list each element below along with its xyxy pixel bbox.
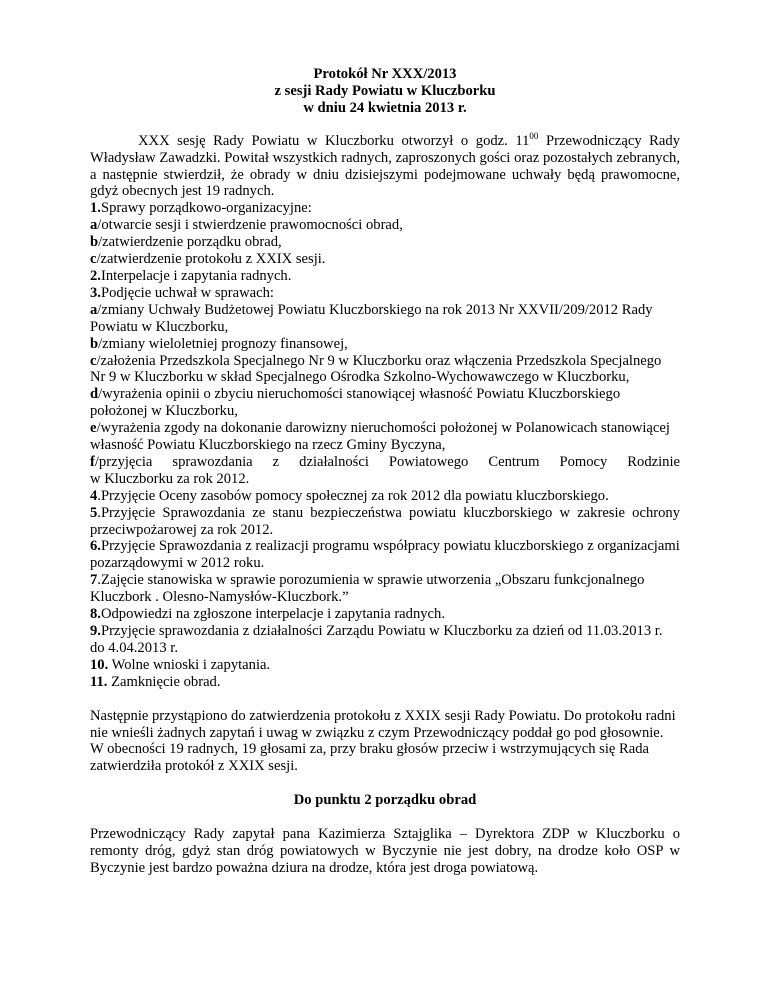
agenda-item-number: 4 <box>90 487 98 504</box>
agenda-item <box>90 657 680 674</box>
agenda-item <box>90 234 680 251</box>
agenda-item-text: Wolne wnioski i zapytania. <box>108 656 271 673</box>
agenda-item <box>90 353 680 387</box>
agenda-item-text: /zmiany wieloletniej prognozy finansowej, <box>98 335 348 352</box>
agenda-item-letter: f <box>90 453 95 470</box>
document-title <box>90 66 680 117</box>
section-heading: Do punktu 2 porządku obrad <box>293 792 477 809</box>
agenda-item <box>90 285 680 302</box>
agenda-item-text: Przyjęcie sprawozdania z działalności Zarządu Powiatu w Kluczborku za dzień od 11.03.2013 r. do 4.04.2013 r. <box>90 623 663 656</box>
agenda-item-number: 5 <box>90 504 98 521</box>
agenda-item-number: 1. <box>90 200 101 217</box>
agenda-item <box>90 606 680 623</box>
agenda-item-text: .Przyjęcie Sprawozdania ze stanu bezpieczeństwa powiatu kluczborskiego w zakresie ochrony przeciwpożarowej za rok 2012. <box>90 504 680 538</box>
intro-paragraph <box>90 130 680 201</box>
agenda-item <box>90 386 680 420</box>
agenda-item-letter: c <box>90 251 97 268</box>
intro-text-start: XXX sesję Rady Powiatu w Kluczborku otworzył o godz. 11 <box>138 132 530 149</box>
agenda-list <box>90 200 680 690</box>
agenda-item-letter: b <box>90 234 99 251</box>
title-line-session: z sesji Rady Powiatu w Kluczborku <box>274 82 496 99</box>
agenda-item-letter: a <box>90 217 98 234</box>
intro-time-superscript: 00 <box>529 130 539 141</box>
agenda-item-text: Sprawy porządkowo-organizacyjne: <box>100 200 312 217</box>
agenda-item <box>90 302 680 336</box>
agenda-item <box>90 538 680 572</box>
agenda-item-text: /zatwierdzenie protokołu z XXIX sesji. <box>96 251 326 268</box>
agenda-item <box>90 674 680 691</box>
agenda-item-text: .Przyjęcie Oceny zasobów pomocy społecznej za rok 2012 dla powiatu kluczborskiego. <box>97 487 609 504</box>
agenda-item-text: /wyrażenia zgody na dokonanie darowizny nieruchomości położonej w Polanowicach stanowiącej własność Powiatu Kluczborskiego na rzecz Gminy Byczyna, <box>90 420 670 454</box>
agenda-item <box>90 488 680 505</box>
agenda-item-text: /zmiany Uchwały Budżetowej Powiatu Kluczborskiego na rok 2013 Nr XXVII/209/2012 Rady Powiatu w Kluczborku, <box>90 301 653 335</box>
agenda-item-text: /otwarcie sesji i stwierdzenie prawomocności obrad, <box>97 217 403 234</box>
agenda-item-text: /przyjęcia sprawozdania z działalności Powiatowego Centrum Pomocy Rodzinie <box>94 453 680 470</box>
title-line-protocol-number: Protokół Nr XXX/2013 <box>313 66 457 82</box>
agenda-item-number: 2. <box>90 267 101 284</box>
agenda-item <box>90 268 680 285</box>
agenda-item-letter: a <box>90 301 98 318</box>
agenda-item-number: 7 <box>90 572 98 589</box>
agenda-item-number: 8. <box>90 606 101 623</box>
agenda-item <box>90 572 680 606</box>
agenda-item-letter: e <box>90 420 97 437</box>
agenda-item <box>90 251 680 268</box>
agenda-item <box>90 505 680 539</box>
agenda-item <box>90 454 680 488</box>
agenda-item-text: Podjęcie uchwał w sprawach: <box>100 284 274 301</box>
agenda-item-number: 6. <box>90 538 101 555</box>
agenda-item-text: .Zajęcie stanowiska w sprawie porozumienia w sprawie utworzenia „Obszaru funkcjonalnego Kluczbork . Olesno-Namysłów-Kluczbork.” <box>90 572 645 606</box>
agenda-item <box>90 217 680 234</box>
agenda-item-letter: d <box>90 386 99 403</box>
agenda-item-letter: b <box>90 335 99 352</box>
document-page <box>90 66 680 877</box>
agenda-item-text: Odpowiedzi na zgłoszone interpelacje i zapytania radnych. <box>100 606 445 623</box>
agenda-item-number: 11. <box>90 673 108 690</box>
agenda-item-line <box>90 454 680 471</box>
agenda-item <box>90 420 680 454</box>
agenda-item <box>90 200 680 217</box>
agenda-item-text: Interpelacje i zapytania radnych. <box>100 267 292 284</box>
agenda-item-text: Przyjęcie Sprawozdania z realizacji programu współpracy powiatu kluczborskiego z organizacjami pozarządowymi w 2012 roku. <box>90 538 680 572</box>
agenda-item-number: 9. <box>90 623 101 639</box>
agenda-item-text: /zatwierdzenie porządku obrad, <box>98 234 282 251</box>
agenda-item-text: /założenia Przedszkola Specjalnego Nr 9 w Kluczborku oraz włączenia Przedszkola Specjalnego Nr 9 w Kluczborku w skład Specjalnego Ośrodka Szkolno-Wychowawczego w Kluczborku, <box>90 352 662 386</box>
agenda-item <box>90 336 680 353</box>
agenda-item-letter: c <box>90 352 97 369</box>
title-line-date: w dniu 24 kwietnia 2013 r. <box>303 99 467 116</box>
agenda-item-number: 10. <box>90 656 109 673</box>
agenda-item-text: Zamknięcie obrad. <box>107 673 221 690</box>
agenda-item-line: w Kluczborku za rok 2012. <box>90 470 250 487</box>
agenda-item <box>90 623 680 657</box>
agenda-item-number: 3. <box>90 284 101 301</box>
agenda-item-text: /wyrażenia opinii o zbyciu nieruchomości stanowiącej własność Powiatu Kluczborskiego położonej w Kluczborku, <box>90 386 621 420</box>
section-paragraph: Przewodniczący Rady zapytał pana Kazimierza Sztajglika – Dyrektora ZDP w Kluczborku o remonty dróg, gdyż stan dróg powiatowych w Byczynie nie jest dobry, na drodze koło OSP w Byczynie jest bardzo poważna dziura na drodze, która jest droga powiatową. <box>90 826 680 876</box>
minutes-approval-paragraph: Następnie przystąpiono do zatwierdzenia protokołu z XXIX sesji Rady Powiatu. Do protokołu radni nie wnieśli żadnych zapytań i uwag w związku z czym Przewodniczący poddał go pod głosownie. W obecności 19 radnych, 19 głosami za, przy braku głosów przeciw i wstrzymujących się Rada zatwierdziła protokół z XXIX sesji. <box>90 707 676 775</box>
intro-text-end: Przewodniczący Rady Władysław Zawadzki. Powitał wszystkich radnych, zaproszonych gości oraz pozostałych zebranych, a następnie stwierdził, że obrady w dniu dzisiejszymi podejmowane uchwały będą prawomocne, gdyż obecnych jest 19 radnych. <box>90 132 680 200</box>
